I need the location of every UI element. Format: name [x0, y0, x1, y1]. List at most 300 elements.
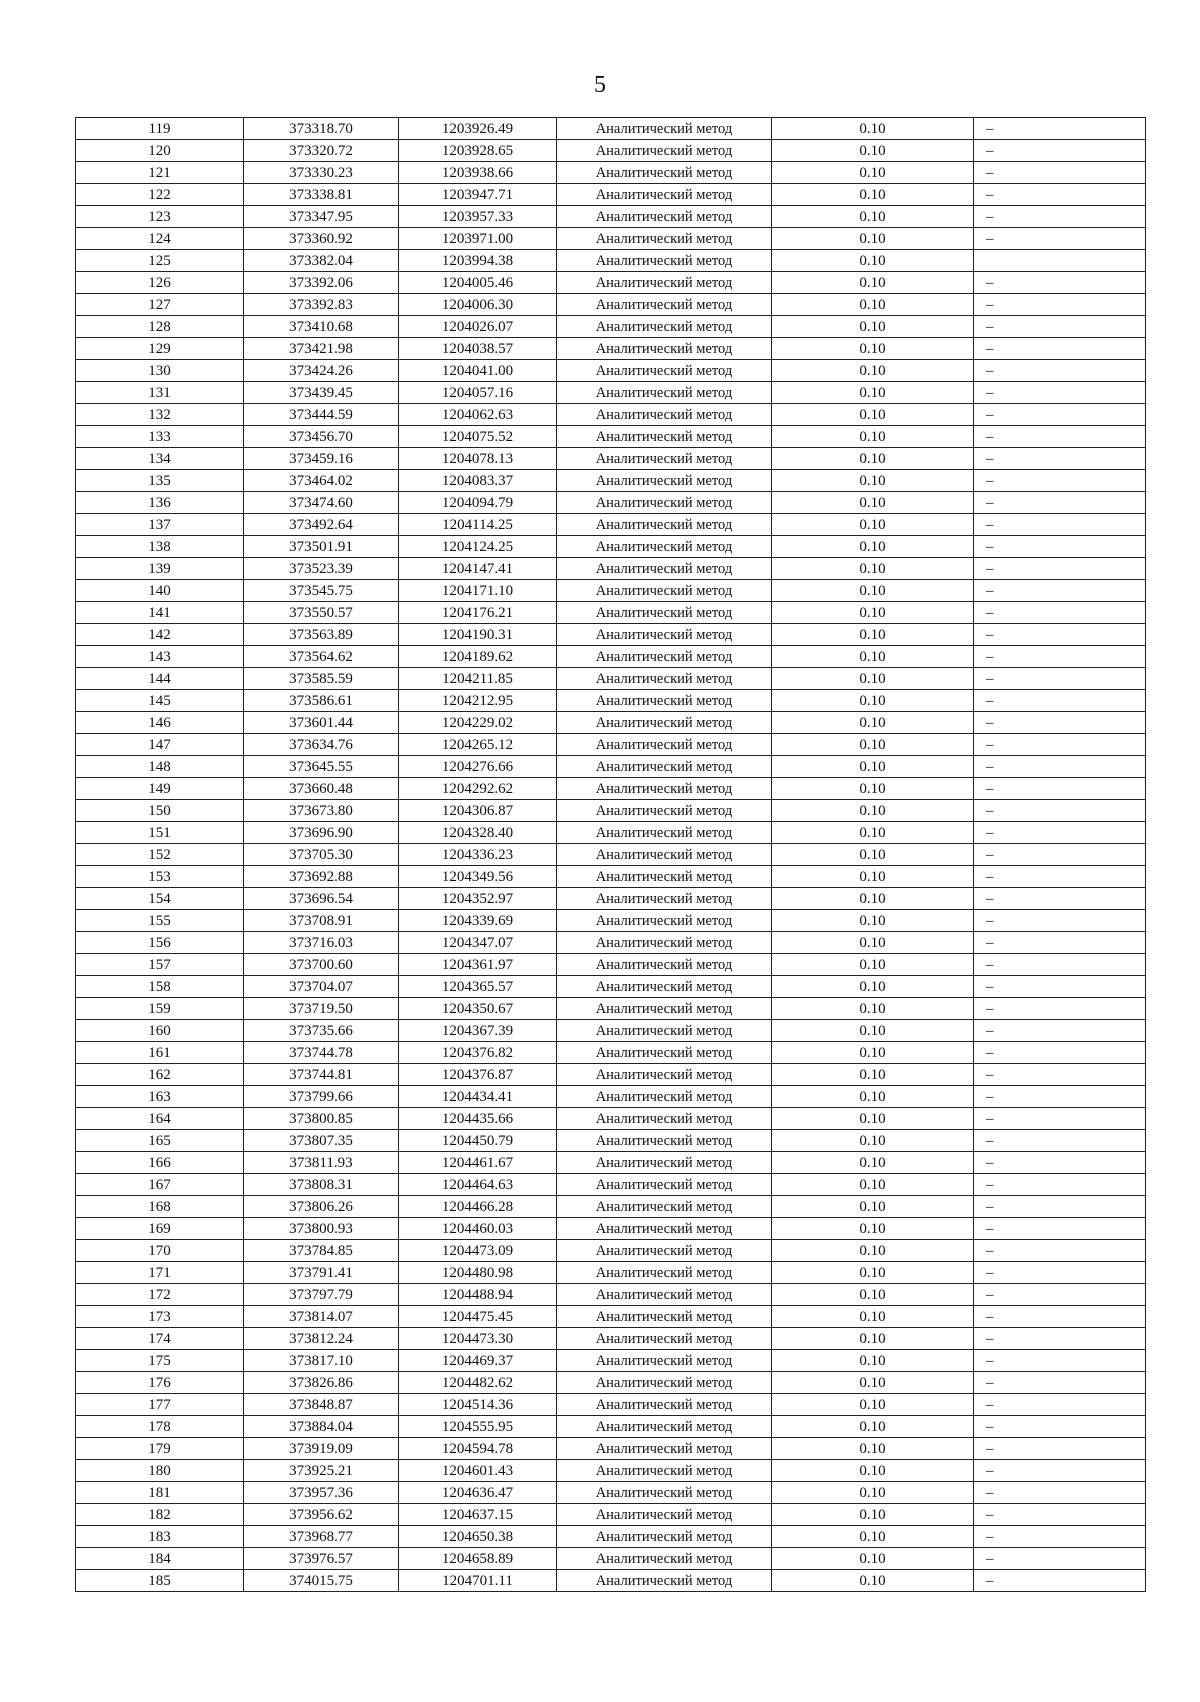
table-row	[76, 448, 1146, 470]
y-coordinate-cell: 1204461.67	[399, 1152, 557, 1174]
y-coordinate-cell: 1204514.36	[399, 1394, 557, 1416]
y-coordinate-cell: 1204480.98	[399, 1262, 557, 1284]
x-coordinate-cell: 374015.75	[244, 1570, 399, 1592]
point-number-cell: 126	[76, 272, 244, 294]
accuracy-cell: 0.10	[772, 1350, 974, 1372]
x-coordinate-cell: 373704.07	[244, 976, 399, 998]
table-row	[76, 1548, 1146, 1570]
method-cell: Аналитический метод	[557, 1504, 772, 1526]
note-cell: –	[974, 580, 1146, 602]
x-coordinate-cell: 373459.16	[244, 448, 399, 470]
accuracy-cell: 0.10	[772, 1152, 974, 1174]
page-number: 5	[594, 72, 606, 98]
note-cell: –	[974, 470, 1146, 492]
method-cell: Аналитический метод	[557, 558, 772, 580]
method-cell: Аналитический метод	[557, 844, 772, 866]
accuracy-cell: 0.10	[772, 976, 974, 998]
y-coordinate-cell: 1203971.00	[399, 228, 557, 250]
y-coordinate-cell: 1203947.71	[399, 184, 557, 206]
method-cell: Аналитический метод	[557, 910, 772, 932]
method-cell: Аналитический метод	[557, 184, 772, 206]
y-coordinate-cell: 1204435.66	[399, 1108, 557, 1130]
x-coordinate-cell: 373919.09	[244, 1438, 399, 1460]
x-coordinate-cell: 373848.87	[244, 1394, 399, 1416]
coordinates-table-body	[76, 118, 1146, 1592]
y-coordinate-cell: 1204078.13	[399, 448, 557, 470]
method-cell: Аналитический метод	[557, 492, 772, 514]
x-coordinate-cell: 373421.98	[244, 338, 399, 360]
point-number-cell: 125	[76, 250, 244, 272]
table-row	[76, 1372, 1146, 1394]
table-row	[76, 250, 1146, 272]
note-cell: –	[974, 778, 1146, 800]
accuracy-cell: 0.10	[772, 250, 974, 272]
table-row	[76, 910, 1146, 932]
x-coordinate-cell: 373601.44	[244, 712, 399, 734]
method-cell: Аналитический метод	[557, 866, 772, 888]
x-coordinate-cell: 373735.66	[244, 1020, 399, 1042]
point-number-cell: 123	[76, 206, 244, 228]
accuracy-cell: 0.10	[772, 558, 974, 580]
point-number-cell: 153	[76, 866, 244, 888]
note-cell: –	[974, 1284, 1146, 1306]
y-coordinate-cell: 1204555.95	[399, 1416, 557, 1438]
point-number-cell: 142	[76, 624, 244, 646]
method-cell: Аналитический метод	[557, 1262, 772, 1284]
accuracy-cell: 0.10	[772, 1460, 974, 1482]
table-row	[76, 272, 1146, 294]
method-cell: Аналитический метод	[557, 118, 772, 140]
x-coordinate-cell: 373382.04	[244, 250, 399, 272]
y-coordinate-cell: 1204376.87	[399, 1064, 557, 1086]
table-row	[76, 206, 1146, 228]
accuracy-cell: 0.10	[772, 184, 974, 206]
table-row	[76, 954, 1146, 976]
note-cell: –	[974, 1548, 1146, 1570]
note-cell: –	[974, 844, 1146, 866]
method-cell: Аналитический метод	[557, 382, 772, 404]
table-row	[76, 492, 1146, 514]
accuracy-cell: 0.10	[772, 866, 974, 888]
note-cell: –	[974, 382, 1146, 404]
y-coordinate-cell: 1204171.10	[399, 580, 557, 602]
y-coordinate-cell: 1204350.67	[399, 998, 557, 1020]
method-cell: Аналитический метод	[557, 1394, 772, 1416]
table-row	[76, 1284, 1146, 1306]
point-number-cell: 129	[76, 338, 244, 360]
table-row	[76, 184, 1146, 206]
y-coordinate-cell: 1204601.43	[399, 1460, 557, 1482]
accuracy-cell: 0.10	[772, 1438, 974, 1460]
table-row	[76, 162, 1146, 184]
point-number-cell: 120	[76, 140, 244, 162]
y-coordinate-cell: 1203928.65	[399, 140, 557, 162]
accuracy-cell: 0.10	[772, 514, 974, 536]
point-number-cell: 136	[76, 492, 244, 514]
x-coordinate-cell: 373791.41	[244, 1262, 399, 1284]
x-coordinate-cell: 373585.59	[244, 668, 399, 690]
method-cell: Аналитический метод	[557, 1438, 772, 1460]
table-row	[76, 1460, 1146, 1482]
note-cell: –	[974, 404, 1146, 426]
table-row	[76, 1218, 1146, 1240]
method-cell: Аналитический метод	[557, 162, 772, 184]
table-row	[76, 646, 1146, 668]
x-coordinate-cell: 373563.89	[244, 624, 399, 646]
note-cell: –	[974, 1482, 1146, 1504]
note-cell: –	[974, 1086, 1146, 1108]
table-row	[76, 712, 1146, 734]
point-number-cell: 164	[76, 1108, 244, 1130]
note-cell: –	[974, 1218, 1146, 1240]
y-coordinate-cell: 1204352.97	[399, 888, 557, 910]
x-coordinate-cell: 373826.86	[244, 1372, 399, 1394]
method-cell: Аналитический метод	[557, 206, 772, 228]
note-cell: –	[974, 426, 1146, 448]
x-coordinate-cell: 373444.59	[244, 404, 399, 426]
note-cell: –	[974, 646, 1146, 668]
x-coordinate-cell: 373884.04	[244, 1416, 399, 1438]
note-cell: –	[974, 1064, 1146, 1086]
note-cell: –	[974, 338, 1146, 360]
note-cell: –	[974, 118, 1146, 140]
table-row	[76, 470, 1146, 492]
y-coordinate-cell: 1204361.97	[399, 954, 557, 976]
table-row	[76, 1196, 1146, 1218]
method-cell: Аналитический метод	[557, 426, 772, 448]
table-row	[76, 316, 1146, 338]
accuracy-cell: 0.10	[772, 712, 974, 734]
point-number-cell: 121	[76, 162, 244, 184]
table-row	[76, 1152, 1146, 1174]
point-number-cell: 162	[76, 1064, 244, 1086]
x-coordinate-cell: 373956.62	[244, 1504, 399, 1526]
point-number-cell: 170	[76, 1240, 244, 1262]
accuracy-cell: 0.10	[772, 954, 974, 976]
note-cell: –	[974, 272, 1146, 294]
method-cell: Аналитический метод	[557, 250, 772, 272]
point-number-cell: 176	[76, 1372, 244, 1394]
x-coordinate-cell: 373800.93	[244, 1218, 399, 1240]
x-coordinate-cell: 373330.23	[244, 162, 399, 184]
method-cell: Аналитический метод	[557, 1372, 772, 1394]
point-number-cell: 127	[76, 294, 244, 316]
point-number-cell: 147	[76, 734, 244, 756]
point-number-cell: 154	[76, 888, 244, 910]
note-cell: –	[974, 1240, 1146, 1262]
accuracy-cell: 0.10	[772, 888, 974, 910]
table-row	[76, 668, 1146, 690]
method-cell: Аналитический метод	[557, 800, 772, 822]
y-coordinate-cell: 1204336.23	[399, 844, 557, 866]
accuracy-cell: 0.10	[772, 624, 974, 646]
method-cell: Аналитический метод	[557, 1020, 772, 1042]
table-row	[76, 1328, 1146, 1350]
note-cell: –	[974, 1152, 1146, 1174]
point-number-cell: 124	[76, 228, 244, 250]
method-cell: Аналитический метод	[557, 536, 772, 558]
y-coordinate-cell: 1204475.45	[399, 1306, 557, 1328]
y-coordinate-cell: 1204124.25	[399, 536, 557, 558]
method-cell: Аналитический метод	[557, 1284, 772, 1306]
table-row	[76, 778, 1146, 800]
accuracy-cell: 0.10	[772, 1196, 974, 1218]
table-row	[76, 756, 1146, 778]
table-row	[76, 1482, 1146, 1504]
point-number-cell: 182	[76, 1504, 244, 1526]
accuracy-cell: 0.10	[772, 910, 974, 932]
method-cell: Аналитический метод	[557, 668, 772, 690]
y-coordinate-cell: 1204376.82	[399, 1042, 557, 1064]
y-coordinate-cell: 1204434.41	[399, 1086, 557, 1108]
accuracy-cell: 0.10	[772, 360, 974, 382]
y-coordinate-cell: 1204190.31	[399, 624, 557, 646]
y-coordinate-cell: 1204367.39	[399, 1020, 557, 1042]
y-coordinate-cell: 1204094.79	[399, 492, 557, 514]
method-cell: Аналитический метод	[557, 1108, 772, 1130]
method-cell: Аналитический метод	[557, 338, 772, 360]
y-coordinate-cell: 1204041.00	[399, 360, 557, 382]
point-number-cell: 134	[76, 448, 244, 470]
accuracy-cell: 0.10	[772, 470, 974, 492]
y-coordinate-cell: 1204062.63	[399, 404, 557, 426]
method-cell: Аналитический метод	[557, 1086, 772, 1108]
table-row	[76, 1108, 1146, 1130]
y-coordinate-cell: 1204450.79	[399, 1130, 557, 1152]
table-row	[76, 844, 1146, 866]
y-coordinate-cell: 1204460.03	[399, 1218, 557, 1240]
table-row	[76, 624, 1146, 646]
y-coordinate-cell: 1204347.07	[399, 932, 557, 954]
x-coordinate-cell: 373673.80	[244, 800, 399, 822]
method-cell: Аналитический метод	[557, 1042, 772, 1064]
note-cell: –	[974, 140, 1146, 162]
point-number-cell: 173	[76, 1306, 244, 1328]
table-row	[76, 294, 1146, 316]
accuracy-cell: 0.10	[772, 162, 974, 184]
method-cell: Аналитический метод	[557, 1152, 772, 1174]
y-coordinate-cell: 1204637.15	[399, 1504, 557, 1526]
table-row	[76, 976, 1146, 998]
note-cell: –	[974, 228, 1146, 250]
point-number-cell: 183	[76, 1526, 244, 1548]
accuracy-cell: 0.10	[772, 1042, 974, 1064]
x-coordinate-cell: 373410.68	[244, 316, 399, 338]
method-cell: Аналитический метод	[557, 228, 772, 250]
table-row	[76, 338, 1146, 360]
table-row	[76, 1504, 1146, 1526]
y-coordinate-cell: 1204292.62	[399, 778, 557, 800]
y-coordinate-cell: 1203957.33	[399, 206, 557, 228]
table-row	[76, 800, 1146, 822]
table-row	[76, 426, 1146, 448]
point-number-cell: 181	[76, 1482, 244, 1504]
coordinates-table	[75, 117, 1146, 1592]
accuracy-cell: 0.10	[772, 1306, 974, 1328]
x-coordinate-cell: 373564.62	[244, 646, 399, 668]
x-coordinate-cell: 373799.66	[244, 1086, 399, 1108]
accuracy-cell: 0.10	[772, 1394, 974, 1416]
x-coordinate-cell: 373957.36	[244, 1482, 399, 1504]
note-cell: –	[974, 932, 1146, 954]
accuracy-cell: 0.10	[772, 206, 974, 228]
x-coordinate-cell: 373705.30	[244, 844, 399, 866]
method-cell: Аналитический метод	[557, 1548, 772, 1570]
point-number-cell: 151	[76, 822, 244, 844]
point-number-cell: 119	[76, 118, 244, 140]
point-number-cell: 159	[76, 998, 244, 1020]
x-coordinate-cell: 373817.10	[244, 1350, 399, 1372]
y-coordinate-cell: 1204658.89	[399, 1548, 557, 1570]
table-row	[76, 1086, 1146, 1108]
accuracy-cell: 0.10	[772, 1218, 974, 1240]
accuracy-cell: 0.10	[772, 1416, 974, 1438]
table-row	[76, 734, 1146, 756]
table-row	[76, 1526, 1146, 1548]
method-cell: Аналитический метод	[557, 690, 772, 712]
method-cell: Аналитический метод	[557, 140, 772, 162]
note-cell: –	[974, 1570, 1146, 1592]
x-coordinate-cell: 373320.72	[244, 140, 399, 162]
x-coordinate-cell: 373523.39	[244, 558, 399, 580]
note-cell: –	[974, 1174, 1146, 1196]
method-cell: Аналитический метод	[557, 954, 772, 976]
point-number-cell: 185	[76, 1570, 244, 1592]
y-coordinate-cell: 1204469.37	[399, 1350, 557, 1372]
y-coordinate-cell: 1204005.46	[399, 272, 557, 294]
accuracy-cell: 0.10	[772, 1020, 974, 1042]
accuracy-cell: 0.10	[772, 228, 974, 250]
method-cell: Аналитический метод	[557, 1218, 772, 1240]
method-cell: Аналитический метод	[557, 294, 772, 316]
accuracy-cell: 0.10	[772, 1284, 974, 1306]
table-row	[76, 1130, 1146, 1152]
table-row	[76, 888, 1146, 910]
method-cell: Аналитический метод	[557, 360, 772, 382]
accuracy-cell: 0.10	[772, 404, 974, 426]
point-number-cell: 156	[76, 932, 244, 954]
point-number-cell: 145	[76, 690, 244, 712]
note-cell: –	[974, 954, 1146, 976]
x-coordinate-cell: 373968.77	[244, 1526, 399, 1548]
note-cell: –	[974, 360, 1146, 382]
note-cell: –	[974, 1394, 1146, 1416]
table-row	[76, 1570, 1146, 1592]
point-number-cell: 160	[76, 1020, 244, 1042]
accuracy-cell: 0.10	[772, 1240, 974, 1262]
note-cell: –	[974, 558, 1146, 580]
accuracy-cell: 0.10	[772, 118, 974, 140]
x-coordinate-cell: 373806.26	[244, 1196, 399, 1218]
method-cell: Аналитический метод	[557, 1174, 772, 1196]
point-number-cell: 175	[76, 1350, 244, 1372]
accuracy-cell: 0.10	[772, 1328, 974, 1350]
method-cell: Аналитический метод	[557, 1416, 772, 1438]
method-cell: Аналитический метод	[557, 624, 772, 646]
note-cell: –	[974, 998, 1146, 1020]
x-coordinate-cell: 373492.64	[244, 514, 399, 536]
accuracy-cell: 0.10	[772, 1372, 974, 1394]
x-coordinate-cell: 373812.24	[244, 1328, 399, 1350]
table-row	[76, 1064, 1146, 1086]
method-cell: Аналитический метод	[557, 602, 772, 624]
y-coordinate-cell: 1204038.57	[399, 338, 557, 360]
x-coordinate-cell: 373474.60	[244, 492, 399, 514]
method-cell: Аналитический метод	[557, 1460, 772, 1482]
point-number-cell: 155	[76, 910, 244, 932]
point-number-cell: 152	[76, 844, 244, 866]
note-cell: –	[974, 1042, 1146, 1064]
y-coordinate-cell: 1204006.30	[399, 294, 557, 316]
table-row	[76, 1350, 1146, 1372]
table-row	[76, 382, 1146, 404]
point-number-cell: 137	[76, 514, 244, 536]
table-row	[76, 118, 1146, 140]
method-cell: Аналитический метод	[557, 316, 772, 338]
method-cell: Аналитический метод	[557, 1482, 772, 1504]
x-coordinate-cell: 373545.75	[244, 580, 399, 602]
note-cell: –	[974, 668, 1146, 690]
method-cell: Аналитический метод	[557, 448, 772, 470]
note-cell: –	[974, 800, 1146, 822]
table-row	[76, 1020, 1146, 1042]
method-cell: Аналитический метод	[557, 580, 772, 602]
accuracy-cell: 0.10	[772, 1570, 974, 1592]
method-cell: Аналитический метод	[557, 1526, 772, 1548]
y-coordinate-cell: 1204212.95	[399, 690, 557, 712]
note-cell: –	[974, 1416, 1146, 1438]
method-cell: Аналитический метод	[557, 470, 772, 492]
point-number-cell: 165	[76, 1130, 244, 1152]
note-cell: –	[974, 492, 1146, 514]
y-coordinate-cell: 1204594.78	[399, 1438, 557, 1460]
note-cell: –	[974, 1108, 1146, 1130]
point-number-cell: 161	[76, 1042, 244, 1064]
table-row	[76, 602, 1146, 624]
method-cell: Аналитический метод	[557, 1196, 772, 1218]
table-row	[76, 866, 1146, 888]
accuracy-cell: 0.10	[772, 1548, 974, 1570]
table-row	[76, 998, 1146, 1020]
y-coordinate-cell: 1204026.07	[399, 316, 557, 338]
note-cell: –	[974, 1526, 1146, 1548]
x-coordinate-cell: 373716.03	[244, 932, 399, 954]
x-coordinate-cell: 373700.60	[244, 954, 399, 976]
accuracy-cell: 0.10	[772, 932, 974, 954]
point-number-cell: 148	[76, 756, 244, 778]
point-number-cell: 149	[76, 778, 244, 800]
note-cell: –	[974, 1504, 1146, 1526]
note-cell: –	[974, 866, 1146, 888]
note-cell: –	[974, 976, 1146, 998]
point-number-cell: 146	[76, 712, 244, 734]
y-coordinate-cell: 1204276.66	[399, 756, 557, 778]
method-cell: Аналитический метод	[557, 272, 772, 294]
y-coordinate-cell: 1204464.63	[399, 1174, 557, 1196]
y-coordinate-cell: 1204349.56	[399, 866, 557, 888]
y-coordinate-cell: 1204339.69	[399, 910, 557, 932]
note-cell: –	[974, 1438, 1146, 1460]
table-row	[76, 558, 1146, 580]
x-coordinate-cell: 373318.70	[244, 118, 399, 140]
point-number-cell: 131	[76, 382, 244, 404]
method-cell: Аналитический метод	[557, 734, 772, 756]
y-coordinate-cell: 1204265.12	[399, 734, 557, 756]
note-cell: –	[974, 910, 1146, 932]
accuracy-cell: 0.10	[772, 536, 974, 558]
y-coordinate-cell: 1204466.28	[399, 1196, 557, 1218]
note-cell: –	[974, 1020, 1146, 1042]
